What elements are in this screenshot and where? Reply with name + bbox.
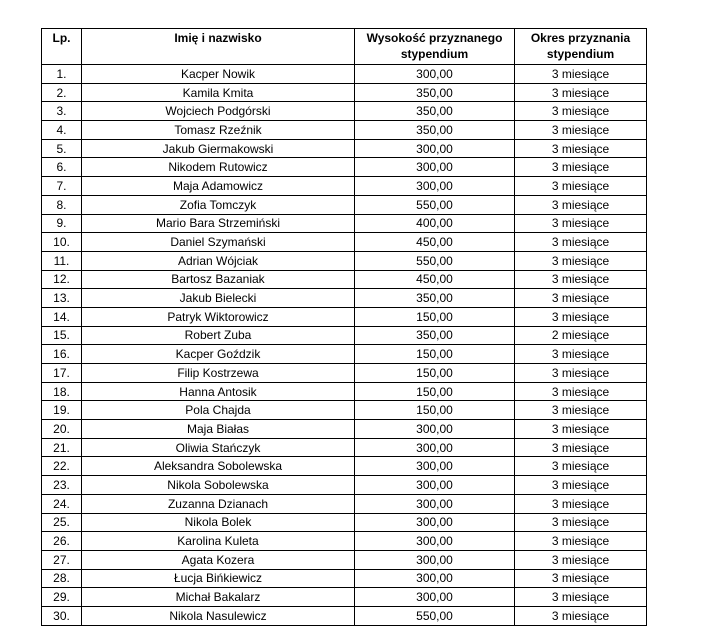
cell-lp: 25. bbox=[42, 513, 82, 532]
cell-name: Maja Adamowicz bbox=[82, 177, 355, 196]
cell-lp: 16. bbox=[42, 345, 82, 364]
cell-amount: 450,00 bbox=[355, 233, 515, 252]
cell-amount: 300,00 bbox=[355, 513, 515, 532]
table-row bbox=[42, 289, 647, 308]
stipend-table bbox=[41, 28, 647, 626]
cell-lp: 6. bbox=[42, 158, 82, 177]
cell-lp: 5. bbox=[42, 139, 82, 158]
cell-name: Nikola Bolek bbox=[82, 513, 355, 532]
cell-amount: 300,00 bbox=[355, 457, 515, 476]
cell-amount: 350,00 bbox=[355, 102, 515, 121]
header-lp: Lp. bbox=[42, 29, 82, 65]
table-header-row bbox=[42, 29, 647, 65]
header-period bbox=[515, 29, 647, 65]
cell-lp: 13. bbox=[42, 289, 82, 308]
table-row bbox=[42, 139, 647, 158]
cell-amount: 150,00 bbox=[355, 401, 515, 420]
cell-lp: 4. bbox=[42, 121, 82, 140]
table-row bbox=[42, 195, 647, 214]
cell-period: 3 miesiące bbox=[515, 401, 647, 420]
cell-name: Maja Białas bbox=[82, 420, 355, 439]
cell-lp: 20. bbox=[42, 420, 82, 439]
cell-lp: 29. bbox=[42, 588, 82, 607]
cell-amount: 300,00 bbox=[355, 177, 515, 196]
table-row bbox=[42, 494, 647, 513]
cell-amount: 350,00 bbox=[355, 289, 515, 308]
cell-name: Zofia Tomczyk bbox=[82, 195, 355, 214]
cell-period: 3 miesiące bbox=[515, 345, 647, 364]
table-row bbox=[42, 364, 647, 383]
table-row bbox=[42, 420, 647, 439]
cell-name: Wojciech Podgórski bbox=[82, 102, 355, 121]
cell-period: 3 miesiące bbox=[515, 121, 647, 140]
table-row bbox=[42, 121, 647, 140]
cell-lp: 18. bbox=[42, 382, 82, 401]
cell-lp: 27. bbox=[42, 550, 82, 569]
cell-amount: 300,00 bbox=[355, 494, 515, 513]
cell-name: Oliwia Stańczyk bbox=[82, 438, 355, 457]
cell-period: 3 miesiące bbox=[515, 289, 647, 308]
cell-name: Zuzanna Dzianach bbox=[82, 494, 355, 513]
cell-lp: 3. bbox=[42, 102, 82, 121]
cell-name: Karolina Kuleta bbox=[82, 532, 355, 551]
cell-name: Agata Kozera bbox=[82, 550, 355, 569]
header-amount-line1: Wysokość przyznanego bbox=[366, 31, 503, 45]
cell-name: Hanna Antosik bbox=[82, 382, 355, 401]
cell-period: 3 miesiące bbox=[515, 513, 647, 532]
cell-amount: 550,00 bbox=[355, 195, 515, 214]
cell-name: Jakub Bielecki bbox=[82, 289, 355, 308]
table-row bbox=[42, 251, 647, 270]
cell-name: Patryk Wiktorowicz bbox=[82, 307, 355, 326]
cell-period: 3 miesiące bbox=[515, 476, 647, 495]
cell-lp: 9. bbox=[42, 214, 82, 233]
cell-period: 3 miesiące bbox=[515, 83, 647, 102]
cell-amount: 350,00 bbox=[355, 83, 515, 102]
table-row bbox=[42, 102, 647, 121]
cell-lp: 23. bbox=[42, 476, 82, 495]
cell-lp: 26. bbox=[42, 532, 82, 551]
cell-period: 3 miesiące bbox=[515, 65, 647, 84]
table-row bbox=[42, 606, 647, 625]
cell-name: Jakub Giermakowski bbox=[82, 139, 355, 158]
cell-lp: 30. bbox=[42, 606, 82, 625]
header-amount bbox=[355, 29, 515, 65]
cell-period: 3 miesiące bbox=[515, 532, 647, 551]
cell-name: Filip Kostrzewa bbox=[82, 364, 355, 383]
cell-period: 3 miesiące bbox=[515, 102, 647, 121]
cell-amount: 400,00 bbox=[355, 214, 515, 233]
cell-name: Pola Chajda bbox=[82, 401, 355, 420]
cell-period: 3 miesiące bbox=[515, 382, 647, 401]
cell-lp: 28. bbox=[42, 569, 82, 588]
table-row bbox=[42, 550, 647, 569]
cell-lp: 12. bbox=[42, 270, 82, 289]
table-row bbox=[42, 214, 647, 233]
cell-period: 3 miesiące bbox=[515, 569, 647, 588]
cell-period: 3 miesiące bbox=[515, 606, 647, 625]
table-row bbox=[42, 476, 647, 495]
cell-period: 3 miesiące bbox=[515, 270, 647, 289]
cell-amount: 150,00 bbox=[355, 307, 515, 326]
cell-amount: 300,00 bbox=[355, 569, 515, 588]
table-row bbox=[42, 438, 647, 457]
cell-name: Bartosz Bazaniak bbox=[82, 270, 355, 289]
cell-period: 3 miesiące bbox=[515, 364, 647, 383]
table-row bbox=[42, 233, 647, 252]
cell-amount: 350,00 bbox=[355, 326, 515, 345]
cell-name: Adrian Wójciak bbox=[82, 251, 355, 270]
table-row bbox=[42, 326, 647, 345]
cell-period: 3 miesiące bbox=[515, 457, 647, 476]
cell-period: 3 miesiące bbox=[515, 233, 647, 252]
cell-amount: 350,00 bbox=[355, 121, 515, 140]
header-period-line1: Okres przyznania bbox=[530, 31, 631, 45]
cell-amount: 150,00 bbox=[355, 382, 515, 401]
table-row bbox=[42, 532, 647, 551]
table-row bbox=[42, 569, 647, 588]
cell-name: Łucja Bińkiewicz bbox=[82, 569, 355, 588]
cell-period: 3 miesiące bbox=[515, 195, 647, 214]
cell-lp: 24. bbox=[42, 494, 82, 513]
cell-name: Nikola Nasulewicz bbox=[82, 606, 355, 625]
table-row bbox=[42, 513, 647, 532]
cell-amount: 300,00 bbox=[355, 65, 515, 84]
cell-amount: 300,00 bbox=[355, 438, 515, 457]
table-row bbox=[42, 588, 647, 607]
table-row bbox=[42, 382, 647, 401]
table-row bbox=[42, 345, 647, 364]
cell-amount: 300,00 bbox=[355, 139, 515, 158]
cell-lp: 17. bbox=[42, 364, 82, 383]
cell-period: 3 miesiące bbox=[515, 550, 647, 569]
cell-name: Nikodem Rutowicz bbox=[82, 158, 355, 177]
cell-period: 3 miesiące bbox=[515, 251, 647, 270]
cell-period: 3 miesiące bbox=[515, 420, 647, 439]
cell-lp: 8. bbox=[42, 195, 82, 214]
table-row bbox=[42, 158, 647, 177]
cell-amount: 150,00 bbox=[355, 345, 515, 364]
table-row bbox=[42, 83, 647, 102]
cell-amount: 450,00 bbox=[355, 270, 515, 289]
cell-period: 3 miesiące bbox=[515, 494, 647, 513]
cell-period: 3 miesiące bbox=[515, 139, 647, 158]
cell-name: Kamila Kmita bbox=[82, 83, 355, 102]
cell-period: 3 miesiące bbox=[515, 588, 647, 607]
cell-amount: 550,00 bbox=[355, 251, 515, 270]
table-row bbox=[42, 401, 647, 420]
cell-amount: 300,00 bbox=[355, 420, 515, 439]
cell-lp: 19. bbox=[42, 401, 82, 420]
cell-lp: 22. bbox=[42, 457, 82, 476]
header-period-line2: stypendium bbox=[546, 47, 615, 61]
cell-lp: 1. bbox=[42, 65, 82, 84]
cell-name: Michał Bakalarz bbox=[82, 588, 355, 607]
cell-amount: 300,00 bbox=[355, 476, 515, 495]
cell-amount: 300,00 bbox=[355, 588, 515, 607]
cell-amount: 550,00 bbox=[355, 606, 515, 625]
cell-name: Mario Bara Strzemiński bbox=[82, 214, 355, 233]
cell-period: 3 miesiące bbox=[515, 214, 647, 233]
cell-lp: 21. bbox=[42, 438, 82, 457]
cell-name: Tomasz Rzeźnik bbox=[82, 121, 355, 140]
cell-name: Kacper Nowik bbox=[82, 65, 355, 84]
cell-period: 3 miesiące bbox=[515, 307, 647, 326]
cell-lp: 14. bbox=[42, 307, 82, 326]
cell-amount: 300,00 bbox=[355, 532, 515, 551]
cell-name: Daniel Szymański bbox=[82, 233, 355, 252]
header-name: Imię i nazwisko bbox=[82, 29, 355, 65]
cell-amount: 300,00 bbox=[355, 550, 515, 569]
table-row bbox=[42, 65, 647, 84]
cell-name: Kacper Goździk bbox=[82, 345, 355, 364]
cell-lp: 7. bbox=[42, 177, 82, 196]
cell-period: 3 miesiące bbox=[515, 158, 647, 177]
table-row bbox=[42, 457, 647, 476]
table-row bbox=[42, 270, 647, 289]
cell-lp: 2. bbox=[42, 83, 82, 102]
cell-name: Aleksandra Sobolewska bbox=[82, 457, 355, 476]
table-body bbox=[42, 65, 647, 626]
cell-name: Nikola Sobolewska bbox=[82, 476, 355, 495]
table-row bbox=[42, 177, 647, 196]
cell-period: 3 miesiące bbox=[515, 177, 647, 196]
cell-period: 2 miesiące bbox=[515, 326, 647, 345]
cell-lp: 10. bbox=[42, 233, 82, 252]
cell-lp: 11. bbox=[42, 251, 82, 270]
header-amount-line2: stypendium bbox=[400, 47, 469, 61]
cell-name: Robert Zuba bbox=[82, 326, 355, 345]
cell-amount: 150,00 bbox=[355, 364, 515, 383]
table-row bbox=[42, 307, 647, 326]
cell-period: 3 miesiące bbox=[515, 438, 647, 457]
cell-lp: 15. bbox=[42, 326, 82, 345]
cell-amount: 300,00 bbox=[355, 158, 515, 177]
